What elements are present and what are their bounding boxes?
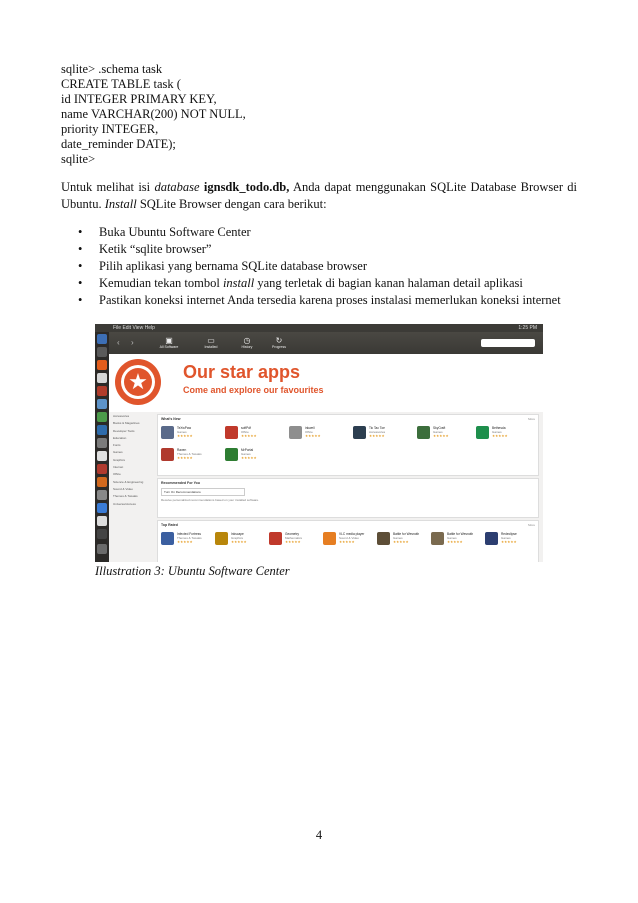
app-name: Battle for Wesnoth bbox=[447, 532, 474, 536]
app-icon bbox=[323, 532, 336, 545]
app-tile bbox=[485, 531, 543, 547]
list-item bbox=[78, 224, 561, 241]
panel-heading: Recommended For You bbox=[161, 481, 200, 485]
app-category: Themes & Tweaks bbox=[177, 536, 202, 540]
software-center-icon bbox=[97, 477, 107, 487]
app-tile bbox=[225, 447, 287, 463]
app-icon bbox=[417, 426, 430, 439]
app-name: TeXwPaw bbox=[177, 426, 191, 430]
app-name: softPdf bbox=[241, 426, 251, 430]
list-item bbox=[78, 275, 561, 292]
app-icon bbox=[97, 412, 107, 422]
app-name: SkyCraft bbox=[433, 426, 446, 430]
sql-code-block bbox=[61, 62, 246, 167]
app-rating: ★★★★★ bbox=[393, 540, 409, 544]
app-name: Geometry bbox=[285, 532, 299, 536]
app-category: Games bbox=[492, 430, 502, 434]
sidebar-item: Internet bbox=[113, 465, 124, 470]
app-icon bbox=[161, 532, 174, 545]
app-name: Inkscape bbox=[231, 532, 244, 536]
app-name: Battle for Wesnoth bbox=[393, 532, 420, 536]
app-category: Games bbox=[177, 430, 187, 434]
app-icon bbox=[97, 438, 107, 448]
list-item-italic: install bbox=[222, 276, 255, 290]
app-tile bbox=[476, 425, 538, 441]
app-name: Bethesda bbox=[492, 426, 506, 430]
app-rating: ★★★★★ bbox=[241, 434, 257, 438]
app-category: Games bbox=[393, 536, 403, 540]
app-tile bbox=[431, 531, 493, 547]
list-item bbox=[78, 241, 561, 258]
app-icon bbox=[161, 426, 174, 439]
list-item-text: Kemudian tekan tombol bbox=[99, 276, 223, 290]
paragraph-text: Anda dapat menggunakan SQLite Database Browser di Ubuntu. bbox=[61, 180, 577, 211]
app-category: Games bbox=[433, 430, 443, 434]
app-icon bbox=[97, 503, 107, 513]
top-rated-panel bbox=[157, 520, 539, 562]
dash-icon bbox=[97, 334, 107, 344]
app-rating: ★★★★★ bbox=[339, 540, 355, 544]
app-rating: ★★★★★ bbox=[305, 434, 321, 438]
app-category: Games bbox=[447, 536, 457, 540]
app-rating: ★★★★★ bbox=[177, 434, 193, 438]
app-rating: ★★★★★ bbox=[177, 540, 193, 544]
app-icon bbox=[377, 532, 390, 545]
code-line: priority INTEGER, bbox=[61, 122, 159, 136]
settings-icon bbox=[97, 490, 107, 500]
app-rating: ★★★★★ bbox=[501, 540, 517, 544]
app-icon bbox=[215, 532, 228, 545]
whats-new-panel bbox=[157, 414, 539, 476]
paragraph-italic: database bbox=[154, 180, 200, 194]
app-icon bbox=[97, 373, 107, 383]
app-rating: ★★★★★ bbox=[369, 434, 385, 438]
app-icon bbox=[269, 532, 282, 545]
app-tile bbox=[353, 425, 415, 441]
list-item bbox=[78, 292, 561, 309]
app-rating: ★★★★★ bbox=[285, 540, 301, 544]
app-rating: ★★★★★ bbox=[492, 434, 508, 438]
app-icon bbox=[161, 448, 174, 461]
code-line: name VARCHAR(200) NOT NULL, bbox=[61, 107, 246, 121]
app-category: Office bbox=[305, 430, 313, 434]
tab-label: All Software bbox=[159, 345, 179, 349]
app-name: inkwell bbox=[305, 426, 315, 430]
app-icon bbox=[353, 426, 366, 439]
star-apps-banner bbox=[109, 354, 543, 412]
search-input bbox=[481, 339, 535, 347]
app-tile bbox=[215, 531, 277, 547]
list-item-text: yang terletak di bagian kanan halaman detail aplikasi bbox=[254, 276, 523, 290]
app-tile bbox=[225, 425, 287, 441]
list-item bbox=[78, 258, 561, 275]
app-tile bbox=[323, 531, 385, 547]
list-item-text: Pilih aplikasi yang bernama SQLite database browser bbox=[99, 259, 367, 273]
paragraph-text: SQLite Browser dengan cara berikut: bbox=[136, 197, 327, 211]
app-tile bbox=[377, 531, 439, 547]
software-center-content bbox=[109, 354, 543, 562]
app-tile bbox=[161, 531, 223, 547]
sidebar-item: Graphics bbox=[113, 457, 126, 462]
software-center-toolbar bbox=[109, 332, 543, 354]
app-icon bbox=[97, 451, 107, 461]
category-sidebar bbox=[113, 414, 153, 562]
list-item-text: Ketik “sqlite browser” bbox=[99, 242, 212, 256]
paragraph-text: Untuk melihat isi bbox=[61, 180, 155, 194]
history-icon: ◷ bbox=[243, 336, 251, 345]
firefox-icon bbox=[97, 360, 107, 370]
back-arrow-icon: ‹ bbox=[117, 338, 120, 347]
installed-icon: ▭ bbox=[207, 336, 215, 345]
app-tile bbox=[269, 531, 331, 547]
files-icon bbox=[97, 347, 107, 357]
app-category: Mathematics bbox=[285, 536, 303, 540]
app-rating: ★★★★★ bbox=[433, 434, 449, 438]
paragraph-bold-filename: ignsdk_todo.db, bbox=[203, 180, 290, 194]
more-link: More bbox=[528, 417, 535, 421]
app-icon bbox=[97, 425, 107, 435]
banner-subtitle: Come and explore our favourites bbox=[183, 385, 324, 395]
app-name: Infected Fortress bbox=[177, 532, 201, 536]
software-center-screenshot bbox=[95, 324, 543, 562]
sidebar-item: Fonts bbox=[113, 443, 121, 448]
app-icon bbox=[225, 426, 238, 439]
app-rating: ★★★★★ bbox=[231, 540, 247, 544]
app-icon bbox=[97, 516, 107, 526]
more-link: More bbox=[528, 523, 535, 527]
app-icon bbox=[225, 448, 238, 461]
sidebar-item: Games bbox=[113, 450, 123, 455]
code-line: date_reminder DATE); bbox=[61, 137, 176, 151]
app-category: Games bbox=[501, 536, 511, 540]
app-icon bbox=[97, 386, 107, 396]
tab-progress bbox=[267, 336, 291, 349]
app-rating: ★★★★★ bbox=[241, 456, 257, 460]
system-top-bar bbox=[95, 324, 543, 332]
recommended-panel bbox=[157, 478, 539, 518]
recommendations-description: Receive personalized recommendations based on your installed software. bbox=[161, 498, 260, 502]
steps-list bbox=[78, 224, 561, 309]
app-category: Sound & Video bbox=[339, 536, 359, 540]
app-rating: ★★★★★ bbox=[177, 456, 193, 460]
panel-heading: What's New bbox=[161, 417, 181, 421]
tab-label: Installed bbox=[204, 345, 218, 349]
star-icon: ★ bbox=[115, 359, 161, 405]
trash-icon bbox=[97, 544, 107, 554]
code-line: sqlite> .schema task bbox=[61, 62, 163, 76]
sidebar-item: Sound & Video bbox=[113, 486, 133, 491]
code-line: id INTEGER PRIMARY KEY, bbox=[61, 92, 217, 106]
sidebar-item: Accessories bbox=[113, 414, 130, 418]
sidebar-item: Books & Magazines bbox=[113, 421, 140, 426]
sidebar-item: Science & Engineering bbox=[113, 479, 144, 484]
app-category: Graphics bbox=[231, 536, 244, 540]
banner-title: Our star apps bbox=[183, 362, 301, 382]
sidebar-item: Themes & Tweaks bbox=[113, 494, 138, 499]
page-number: 4 bbox=[315, 828, 323, 842]
sidebar-item: Developer Tools bbox=[113, 428, 135, 433]
all-software-icon: ▣ bbox=[165, 336, 173, 345]
app-icon bbox=[97, 399, 107, 409]
tab-label: History bbox=[241, 345, 253, 349]
app-icon bbox=[431, 532, 444, 545]
app-icon bbox=[476, 426, 489, 439]
app-tile bbox=[161, 425, 223, 441]
app-name: Tic Tac Toe bbox=[369, 426, 385, 430]
list-item-text: Buka Ubuntu Software Center bbox=[99, 225, 251, 239]
clock: 1:25 PM bbox=[518, 325, 537, 331]
tab-label: Progress bbox=[271, 345, 286, 349]
figure-caption: Illustration 3: Ubuntu Software Center bbox=[95, 564, 290, 578]
code-line: CREATE TABLE task ( bbox=[61, 77, 181, 91]
sidebar-item: Universal Access bbox=[113, 501, 136, 506]
tab-all-software bbox=[157, 336, 181, 349]
app-icon bbox=[289, 426, 302, 439]
app-name: VLC media player bbox=[339, 532, 365, 536]
app-name: Redeclipse bbox=[501, 532, 517, 536]
menu-bar: File Edit View Help bbox=[113, 325, 155, 331]
sidebar-item: Education bbox=[113, 435, 127, 440]
paragraph-italic: Install bbox=[104, 197, 137, 211]
workspace-icon bbox=[97, 529, 107, 539]
sidebar-item: Office bbox=[113, 472, 121, 477]
app-rating: ★★★★★ bbox=[447, 540, 463, 544]
tab-installed bbox=[199, 336, 223, 349]
forward-arrow-icon: › bbox=[131, 338, 134, 347]
app-category: Themes & Tweaks bbox=[177, 452, 202, 456]
app-category: Accessories bbox=[369, 430, 386, 434]
app-name: MrPortal bbox=[241, 448, 254, 452]
app-icon bbox=[485, 532, 498, 545]
app-name: Raven bbox=[177, 448, 187, 452]
code-line: sqlite> bbox=[61, 152, 96, 166]
tab-history bbox=[235, 336, 259, 349]
app-tile bbox=[161, 447, 223, 463]
intro-paragraph bbox=[61, 179, 577, 213]
app-icon bbox=[97, 464, 107, 474]
app-category: Games bbox=[241, 452, 251, 456]
panel-heading: Top Rated bbox=[161, 523, 178, 527]
app-category: Office bbox=[241, 430, 249, 434]
unity-launcher bbox=[95, 332, 109, 562]
app-tile bbox=[417, 425, 479, 441]
progress-icon: ↻ bbox=[275, 336, 283, 345]
app-tile bbox=[289, 425, 351, 441]
turn-on-recommendations-button: Turn On Recommendations bbox=[161, 488, 245, 496]
list-item-text: Pastikan koneksi internet Anda tersedia karena proses instalasi memerlukan koneksi internet bbox=[99, 293, 561, 307]
